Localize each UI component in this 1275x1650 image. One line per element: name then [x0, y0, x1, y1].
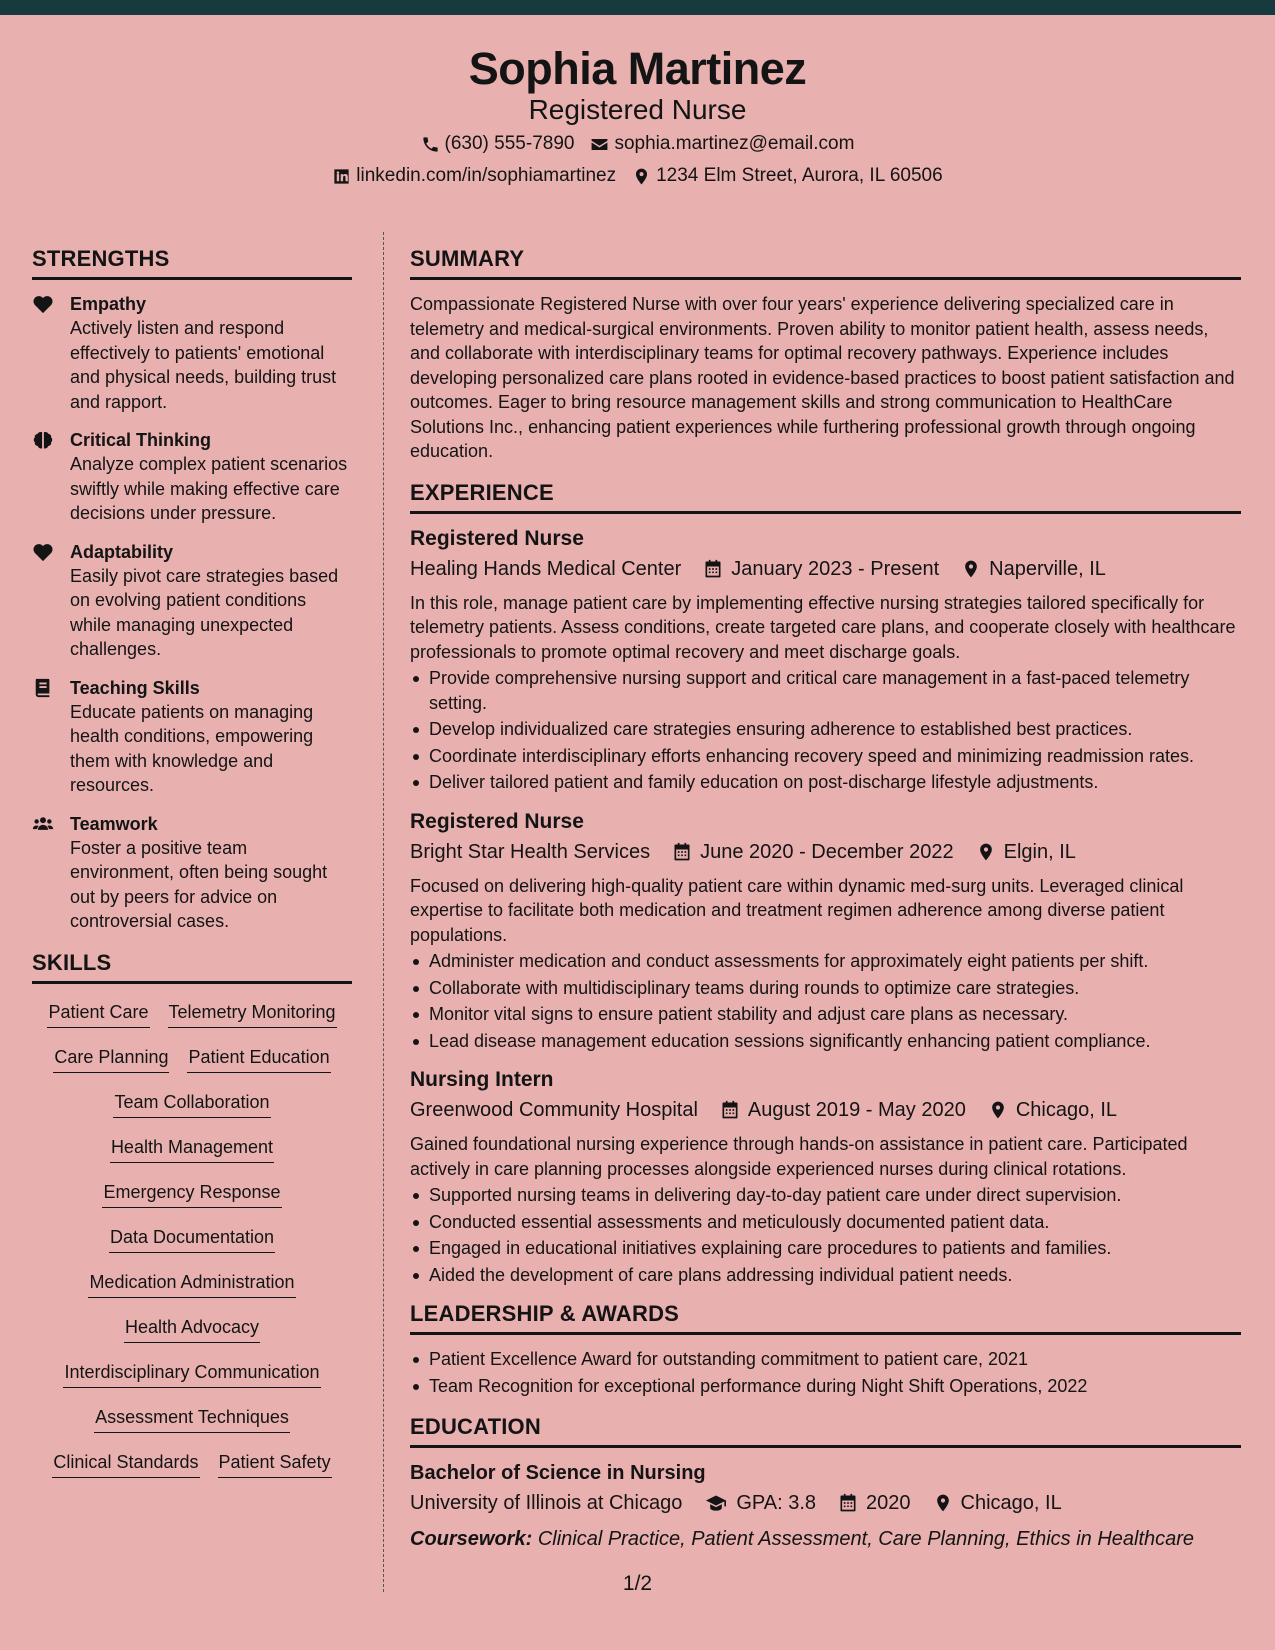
- column-divider: [383, 232, 384, 1592]
- job-dates: June 2020 - December 2022: [700, 840, 954, 863]
- education-heading: EDUCATION: [410, 1414, 1241, 1448]
- strength-title: Critical Thinking: [70, 430, 212, 450]
- calendar-icon: [703, 559, 723, 579]
- map-pin-icon: [976, 842, 996, 862]
- job-bullet: Lead disease management education sessions significantly enhancing patient compliance.: [410, 1029, 1241, 1054]
- job-title: Nursing Intern: [410, 1068, 554, 1091]
- summary-heading: SUMMARY: [410, 246, 1241, 280]
- skill-tag: Health Advocacy: [124, 1315, 260, 1343]
- job-bullet: Develop individualized care strategies ensuring adherence to established best practices.: [410, 717, 1241, 742]
- linkedin-contact[interactable]: [332, 165, 616, 187]
- map-pin-icon: [961, 559, 981, 579]
- awards-list: [410, 1347, 1241, 1398]
- resume-header: [0, 15, 1275, 204]
- gpa-text: GPA: 3.8: [736, 1492, 817, 1514]
- job-dates: January 2023 - Present: [731, 557, 940, 580]
- strength-title: Adaptability: [70, 541, 174, 562]
- phone-icon: [421, 135, 440, 154]
- job-bullet: Provide comprehensive nursing support and critical care management in a fast-paced telemetry setting.: [410, 666, 1241, 715]
- coursework-label: Coursework:: [410, 1528, 533, 1550]
- award-item: Patient Excellence Award for outstanding commitment to patient care, 2021: [410, 1347, 1241, 1372]
- contact-row-1: [0, 133, 1275, 155]
- skill-tag: Emergency Response: [102, 1180, 281, 1208]
- skill-tag: Telemetry Monitoring: [168, 1000, 337, 1028]
- candidate-name: Sophia Martinez: [468, 43, 807, 94]
- phone-text: (630) 555-7890: [444, 133, 575, 154]
- job-company: Greenwood Community Hospital: [410, 1099, 698, 1121]
- heart-icon: [32, 542, 54, 562]
- strength-desc: Easily pivot care strategies based on evolving patient conditions while managing unexpected challenges.: [70, 565, 339, 659]
- page-number: 1/2: [622, 1572, 653, 1595]
- top-accent-bar: [0, 0, 1275, 15]
- job-description: In this role, manage patient care by implementing effective nursing strategies tailored specifically for telemetry patients. Assess conditions, create targeted care plans, and cooperate closely with healthcare professionals to promote optimal recovery and meet discharge goals.: [410, 592, 1236, 662]
- strength-desc: Educate patients on managing health conditions, empowering them with knowledge and resources.: [70, 701, 314, 795]
- coursework: [410, 1525, 1241, 1553]
- right-column: [410, 246, 1241, 1553]
- strengths-heading: STRENGTHS: [32, 246, 352, 280]
- skill-tag: Assessment Techniques: [94, 1405, 290, 1433]
- address-text: 1234 Elm Street, Aurora, IL 60506: [656, 165, 943, 186]
- job-bullet: Deliver tailored patient and family education on post-discharge lifestyle adjustments.: [410, 770, 1241, 795]
- job-title: Registered Nurse: [410, 809, 584, 833]
- strength-item: [32, 292, 352, 414]
- skill-tag: Care Planning: [53, 1045, 169, 1073]
- linkedin-icon: [332, 167, 351, 186]
- job-meta: [410, 1097, 1241, 1123]
- strength-desc: Actively listen and respond effectively to patients' emotional and physical needs, building trust and rapport.: [70, 318, 337, 412]
- brain-icon: [32, 430, 54, 450]
- skill-tag: Patient Care: [47, 1000, 149, 1028]
- calendar-icon: [720, 1100, 740, 1120]
- job-title: Registered Nurse: [410, 526, 584, 550]
- job-location: Naperville, IL: [989, 557, 1106, 580]
- book-icon: [32, 678, 54, 698]
- contact-row-2: [0, 165, 1275, 187]
- experience-heading: EXPERIENCE: [410, 480, 1241, 514]
- email-text[interactable]: sophia.martinez@email.com: [614, 133, 855, 154]
- awards-heading: LEADERSHIP & AWARDS: [410, 1301, 1241, 1335]
- job-description: Focused on delivering high-quality patient care within dynamic med-surg units. Leveraged clinical expertise to facilitate both medication and treatment regimen adherence among diverse patient populations.: [410, 875, 1184, 945]
- strength-item: [32, 540, 352, 662]
- skill-tag: Health Management: [110, 1135, 274, 1163]
- job-company: Bright Star Health Services: [410, 840, 651, 863]
- strength-desc: Foster a positive team environment, often being sought out by peers for advice on controversial cases.: [70, 837, 328, 931]
- skills-list: [32, 996, 352, 1478]
- job-entry: [410, 809, 1241, 1054]
- job-entry: [410, 1067, 1241, 1287]
- map-pin-icon: [632, 167, 651, 186]
- job-bullets: [410, 666, 1241, 795]
- job-bullets: [410, 1183, 1241, 1287]
- skill-tag: Medication Administration: [88, 1270, 295, 1298]
- coursework-list: Clinical Practice, Patient Assessment, Care Planning, Ethics in Healthcare: [537, 1528, 1195, 1550]
- linkedin-text[interactable]: linkedin.com/in/sophiamartinez: [356, 165, 617, 186]
- job-location: Chicago, IL: [1015, 1099, 1117, 1121]
- skills-heading: SKILLS: [32, 950, 352, 984]
- job-bullet: Administer medication and conduct assessments for approximately eight patients per shift.: [410, 949, 1241, 974]
- strength-desc: Analyze complex patient scenarios swiftly while making effective care decisions under pressure.: [70, 454, 348, 523]
- calendar-icon: [838, 1493, 858, 1513]
- job-bullet: Coordinate interdisciplinary efforts enhancing recovery speed and minimizing readmission rates.: [410, 744, 1241, 769]
- skill-tag: Patient Education: [187, 1045, 330, 1073]
- skill-tag: Patient Safety: [218, 1450, 332, 1478]
- job-dates: August 2019 - May 2020: [747, 1099, 966, 1121]
- job-entry: [410, 526, 1241, 795]
- strength-title: Empathy: [70, 294, 147, 314]
- school-location: Chicago, IL: [960, 1492, 1062, 1514]
- job-location: Elgin, IL: [1003, 840, 1076, 863]
- job-bullet: Engaged in educational initiatives explaining care procedures to patients and families.: [410, 1236, 1241, 1261]
- job-bullet: Aided the development of care plans addressing individual patient needs.: [410, 1263, 1241, 1288]
- graduation-cap-icon: [704, 1493, 728, 1513]
- school-name: University of Illinois at Chicago: [410, 1492, 683, 1514]
- email-contact[interactable]: [590, 133, 854, 155]
- strength-item: [32, 676, 352, 798]
- job-description: Gained foundational nursing experience through hands-on assistance in patient care. Participated actively in care planning processes alongside experienced nurses during clinical rotations.: [410, 1134, 1188, 1179]
- skill-tag: Interdisciplinary Communication: [63, 1360, 320, 1388]
- job-meta: [410, 556, 1241, 582]
- job-bullet: Supported nursing teams in delivering day-to-day patient care under direct supervision.: [410, 1183, 1241, 1208]
- degree-title: Bachelor of Science in Nursing: [410, 1462, 706, 1484]
- job-bullet: Conducted essential assessments and meticulously documented patient data.: [410, 1210, 1241, 1235]
- calendar-icon: [672, 842, 692, 862]
- strength-item: [32, 812, 352, 934]
- heart-icon: [32, 294, 54, 314]
- job-bullet: Collaborate with multidisciplinary teams during rounds to optimize care strategies.: [410, 976, 1241, 1001]
- envelope-icon: [590, 135, 609, 154]
- skill-tag: Data Documentation: [109, 1225, 275, 1253]
- candidate-role: Registered Nurse: [528, 94, 747, 125]
- map-pin-icon: [933, 1493, 953, 1513]
- strength-title: Teamwork: [70, 813, 158, 834]
- skill-tag: Team Collaboration: [113, 1090, 270, 1118]
- graduation-year: 2020: [866, 1492, 911, 1514]
- phone-contact: [421, 133, 575, 155]
- job-bullets: [410, 949, 1241, 1053]
- strength-title: Teaching Skills: [70, 677, 200, 698]
- strength-item: [32, 428, 352, 526]
- users-icon: [32, 814, 54, 834]
- award-item: Team Recognition for exceptional performance during Night Shift Operations, 2022: [410, 1374, 1241, 1399]
- map-pin-icon: [988, 1100, 1008, 1120]
- address-contact: [632, 165, 943, 187]
- summary-text: Compassionate Registered Nurse with over four years' experience delivering specialized care in telemetry and medical-surgical environments. Proven ability to monitor patient health, assess needs, and collaborate with interdisciplinary teams for optimal recovery pathways. Experience includes developing personalized care plans rooted in evidence-based practices to boost patient satisfaction and outcomes. Eager to bring resource management skills and strong communication to HealthCare Solutions Inc., enhancing patient experiences while furthering professional growth through ongoing education.: [410, 294, 1235, 461]
- education-meta: [410, 1490, 1241, 1516]
- skill-tag: Clinical Standards: [52, 1450, 199, 1478]
- left-column: [32, 246, 352, 1478]
- job-company: Healing Hands Medical Center: [410, 557, 682, 580]
- job-meta: [410, 839, 1241, 865]
- job-bullet: Monitor vital signs to ensure patient stability and adjust care plans as necessary.: [410, 1002, 1241, 1027]
